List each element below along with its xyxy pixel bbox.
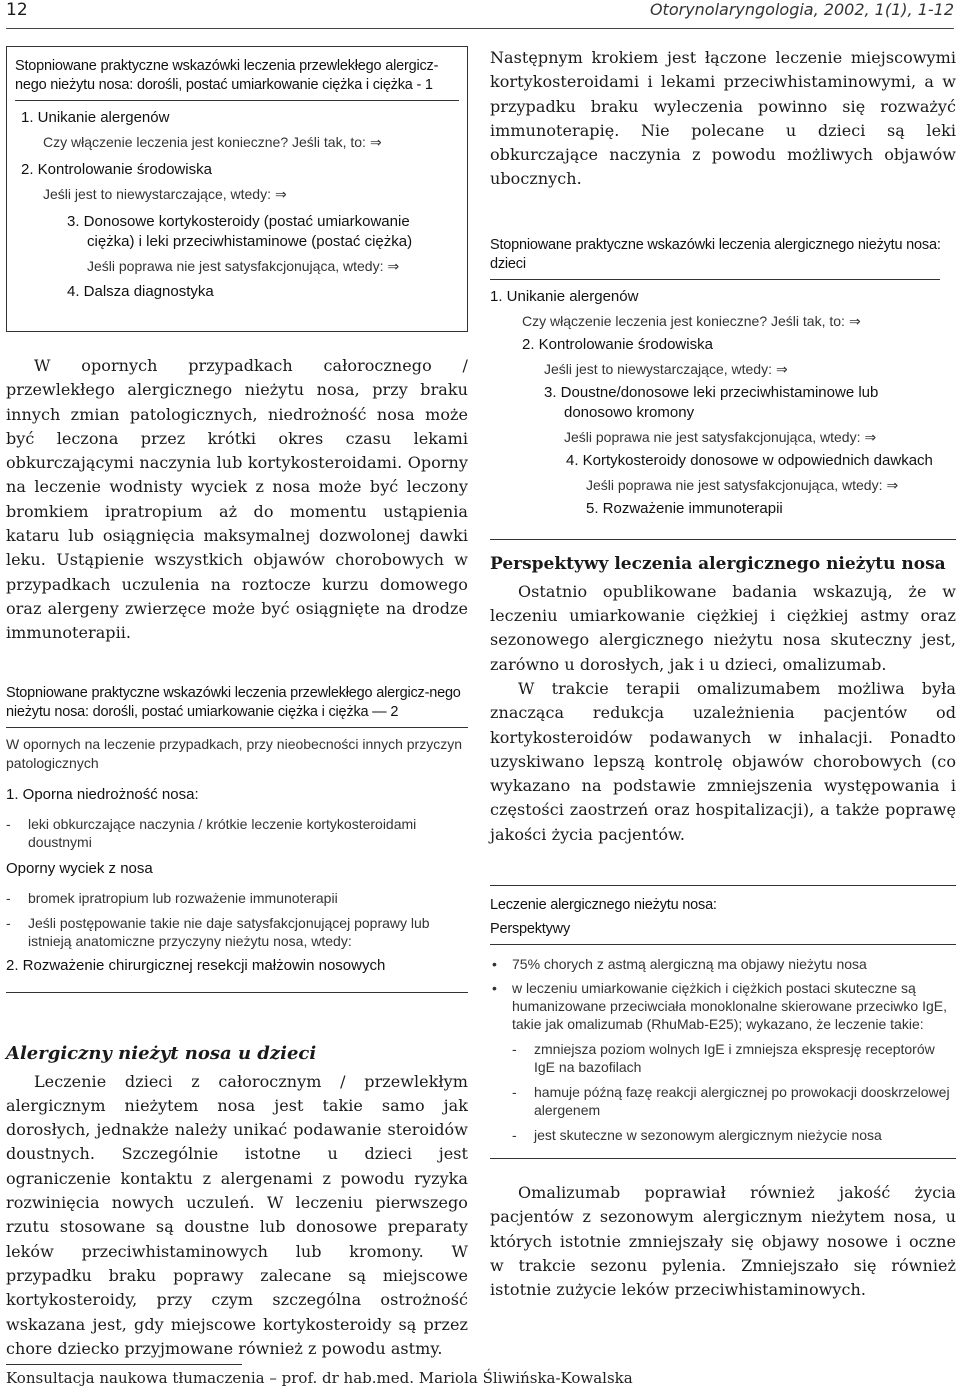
bullet-item-2: • w leczeniu umiarkowanie ciężkich i ciężkich postaci skuteczne są humanizowane przeciwciała monoklonalne skierowane przeciwko IgE, takie jak omalizumab (RhuMab-E25); wykazano, że leczenie takie: <box>490 979 956 1033</box>
implies-arrow-icon: ⇒ <box>775 360 788 377</box>
header-rule <box>6 28 954 29</box>
sub-item-1: - bromek ipratropium lub rozważenie immunoterapii <box>6 889 468 907</box>
step-3: 3. Donosowe kortykosteroidy (postać umiarkowanie ciężka) i leki przeciwhistaminowe (postać ciężka) <box>67 213 413 250</box>
footnote-translation-credit: Konsultacja naukowa tłumaczenia – prof. dr hab.med. Mariola Śliwińska-Kowalska <box>6 1369 633 1387</box>
step-4: 4. Dalsza diagnostyka <box>67 283 214 300</box>
sub-heading-runny-nose: Oporny wyciek z nosa <box>6 859 153 877</box>
step-1: 1. Unikanie alergenów <box>490 287 639 305</box>
page-number: 12 <box>6 0 28 20</box>
step-4: 4. Kortykosteroidy donosowe w odpowiednich dawkach <box>566 451 933 469</box>
box-divider <box>490 944 956 945</box>
paragraph-quality-of-life: Omalizumab poprawiał również jakość życia pacjentów z sezonowym alergicznym nieżytem nosa, u których istotnie zmniejszały się objawy nosowe i oczne w trakcie sezonu pylenia. Zmniejszało się również istotnie zużycie leków przeciwhistaminowych. <box>490 1183 956 1300</box>
journal-citation: Otorynolaryngologia, 2002, 1(1), 1-12 <box>649 0 954 19</box>
box-divider <box>490 279 940 280</box>
right-column <box>490 46 956 1303</box>
box-intro: W opornych na leczenie przypadkach, przy nieobecności innych przyczyn patologicznych <box>6 735 463 771</box>
box-top-rule <box>490 885 956 886</box>
step-2: 2. Kontrolowanie środowiska <box>21 161 212 178</box>
paragraph-perspectives-2: W trakcie terapii omalizumabem możliwa była znacząca redukcja uzależnienia pacjentów od kortykosteroidów podawanych w inhalacji. Ponadto uzyskiwano lepszą kontrolę objawów chorobowych (co wykazano na podstawie zmniejszenia występowania i częstości zaostrzeń oraz hospitalizacji), a także poprawę jakości życia pacjentów. <box>490 678 956 844</box>
step-1-condition: Czy włączenie leczenia jest konieczne? Jeśli tak, to: ⇒ <box>522 312 861 329</box>
paragraph-next-step: Następnym krokiem jest łączone leczenie miejscowymi kortykosteroidami i lekami przeciwhistaminowymi, a w przypadku braku wyleczenia powinno się rozważyć immunoterapię. Nie polecane u dzieci są leki obkurczające naczynia z powodu możliwych objawów ubocznych. <box>490 48 956 189</box>
left-column <box>6 46 468 1361</box>
step-1-condition: Czy włączenie leczenia jest konieczne? Jeśli tak, to: ⇒ <box>43 134 382 150</box>
step-2-condition: Jeśli jest to niewystarczające, wtedy: ⇒ <box>544 360 788 377</box>
step-5: 5. Rozważenie immunoterapii <box>586 499 783 517</box>
footnote-rule <box>6 1364 242 1365</box>
step-2: 2. Rozważenie chirurgicznej resekcji małżowin nosowych <box>6 956 386 974</box>
nested-item-2: - hamuje późną fazę reakcji alergicznej po prowokacji dooskrzelowej alergenem <box>512 1083 956 1119</box>
box-bottom-rule <box>6 992 468 993</box>
box-bottom-rule <box>490 1158 956 1159</box>
step-1: 1. Oporna niedrożność nosa: <box>6 785 199 803</box>
step-2-condition: Jeśli jest to niewystarczające, wtedy: ⇒ <box>43 186 287 202</box>
implies-arrow-icon: ⇒ <box>387 258 400 274</box>
step-4-condition: Jeśli poprawa nie jest satysfakcjonująca, wtedy: ⇒ <box>586 476 899 493</box>
step-1-item: - leki obkurczające naczynia / krótkie leczenie kortykosteroidami doustnymi <box>6 815 468 851</box>
section-heading-children: Alergiczny nieżyt nosa u dzieci <box>6 1042 317 1064</box>
bullet-item-1: • 75% chorych z astmą alergiczną ma objawy nieżytu nosa <box>490 955 956 973</box>
section-heading-perspectives: Perspektywy leczenia alergicznego nieżytu nosa <box>490 553 946 574</box>
paragraph-children: Leczenie dzieci z całorocznym / przewlekłym alergicznym nieżytem nosa jest takie samo jak dorosłych, jednakże należy unikać podawanie steroidów doustnych. Szczególnie istotne u dzieci jest ograniczenie kontaktu z alergenami z powodu ryzyka rozwinięcia nowych uczuleń. W leczeniu pierwszego rzutu stosowane są doustne lub donosowe preparaty leków przeciwhistaminowych lub kromony. W przypadku braku poprawy zalecane są miejscowe kortykosteroidy, przy czym szczególna ostrożność wskazana jest, gdy miejscowe kortykosteroidy są przez chore dziecko przyjmowane również z powodu astmy. <box>6 1071 468 1358</box>
step-3-condition: Jeśli poprawa nie jest satysfakcjonująca, wtedy: ⇒ <box>564 428 877 445</box>
guideline-box-children <box>490 222 956 540</box>
guideline-box-adults-1 <box>6 46 468 332</box>
paragraph-refractory-cases: W opornych przypadkach całorocznego / przewlekłego alergicznego nieżytu nosa, przy braku innych zmian patologicznych, niedrożność nosa może być leczona przez krótki okres czasu lekami obkurczającymi naczynia lub kortykosteroidami. Oporny na leczenie wodnisty wyciek z nosa może być leczony bromkiem ipratropium aż do momentu ustąpienia kataru lub osiągnięcia maksymalnej dozwolonej dawki leku. Ustąpienie wszystkich objawów chorobowych w przypadkach uczulenia na roztocze kurzu domowego oraz alergeny zwierzęce może być osiągnięte na drodze immunoterapii. <box>6 356 468 643</box>
paragraph-perspectives-1: Ostatnio opublikowane badania wskazują, że w leczeniu umiarkowanie ciężkiej i ciężkiej astmy oraz sezonowego alergicznego nieżytu nosa skuteczny jest, zarówno u dorosłych, jak i u dzieci, omalizumab. <box>490 581 956 674</box>
implies-arrow-icon: ⇒ <box>848 312 861 329</box>
step-1: 1. Unikanie alergenów <box>21 109 170 126</box>
guideline-box-adults-2 <box>6 674 468 1032</box>
box-bottom-rule <box>490 539 956 540</box>
step-3: 3. Doustne/donosowe leki przeciwhistaminowe lub donosowo kromony <box>544 383 879 421</box>
implies-arrow-icon: ⇒ <box>864 428 877 445</box>
box-divider <box>15 100 459 101</box>
box-title-line-1: Leczenie alergicznego nieżytu nosa: <box>490 897 717 914</box>
sub-item-2: - Jeśli postępowanie takie nie daje satysfakcjonującej poprawy lub istnieją anatomiczne przyczyny nieżytu nosa, wtedy: <box>6 914 468 950</box>
step-2: 2. Kontrolowanie środowiska <box>522 335 713 353</box>
implies-arrow-icon: ⇒ <box>274 186 287 202</box>
box-title: Stopniowane praktyczne wskazówki leczenia alergicznego nieżytu nosa: dzieci <box>490 236 941 272</box>
box-title: Stopniowane praktyczne wskazówki leczenia przewlekłego alergicz-nego nieżytu nosa: dorośli, postać umiarkowanie ciężka i ciężka — 2 <box>6 684 461 720</box>
implies-arrow-icon: ⇒ <box>369 134 382 150</box>
box-title-line-2: Perspektywy <box>490 921 570 938</box>
step-3-condition: Jeśli poprawa nie jest satysfakcjonująca, wtedy: ⇒ <box>87 258 400 274</box>
perspectives-box <box>490 879 956 1159</box>
nested-list <box>512 1040 956 1144</box>
box-title: Stopniowane praktyczne wskazówki leczenia przewlekłego alergicz-nego nieżytu nosa: dorośli, postać umiarkowanie ciężka i ciężka - 1 <box>15 58 439 93</box>
nested-item-3: - jest skuteczne w sezonowym alergicznym nieżycie nosa <box>512 1126 956 1144</box>
nested-item-1: - zmniejsza poziom wolnych IgE i zmniejsza ekspresję receptorów IgE na bazofilach <box>512 1040 956 1076</box>
box-divider <box>6 727 468 728</box>
implies-arrow-icon: ⇒ <box>886 476 899 493</box>
